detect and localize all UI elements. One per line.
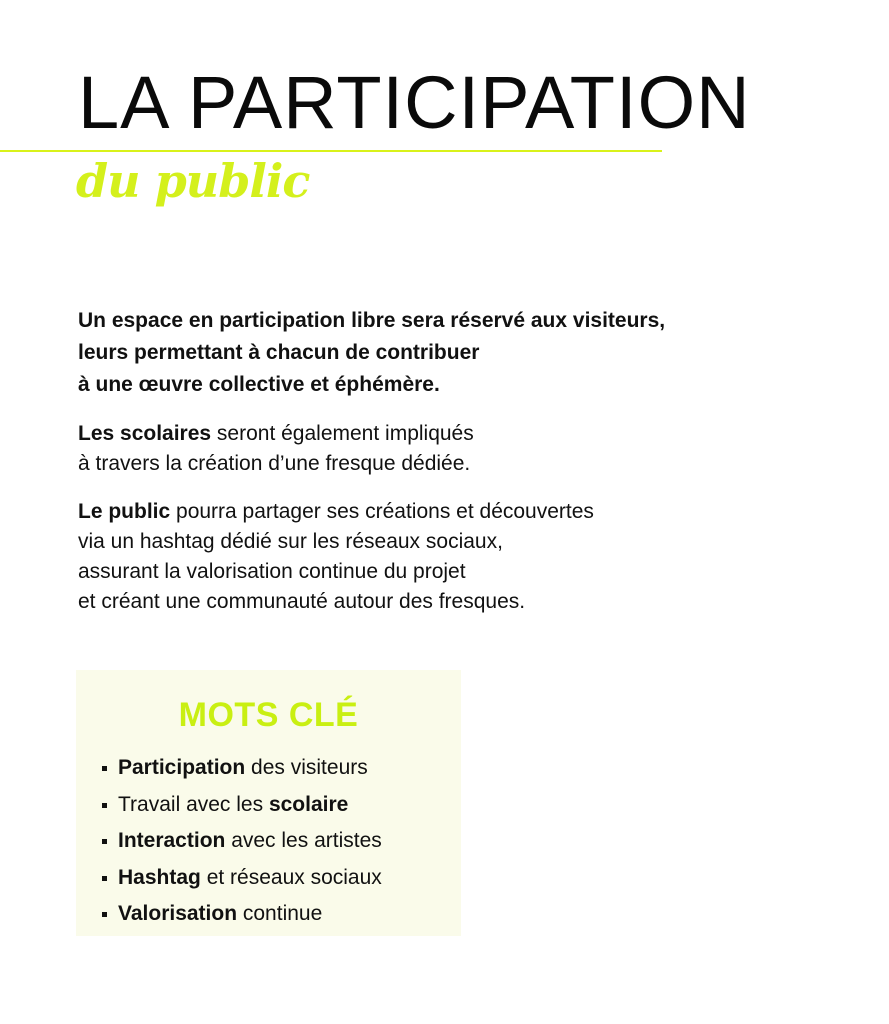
keyword-item [102,896,461,933]
keyword-bold: Hashtag [118,865,201,889]
keyword-text: Travail avec les [118,792,269,816]
keyword-text: continue [237,902,323,925]
public-paragraph [78,497,778,617]
paragraph-bold-lead: Les scolaires [78,422,212,445]
keyword-bold: scolaire [268,792,349,816]
keywords-title: MOTS CLÉ [178,696,359,734]
keywords-box [76,670,461,936]
page-subtitle: du public [76,154,310,208]
keyword-text: avec les artistes [225,829,382,852]
intro-paragraph [78,305,778,401]
keyword-text: et réseaux sociaux [200,865,382,889]
paragraph-bold-lead: Le public [78,500,171,523]
paragraph-text: seront également impliqués [211,422,474,445]
title-underline [0,150,662,152]
paragraph-line: assurant la valorisation continue du projet [78,560,466,583]
body-text [78,305,778,635]
intro-line: leurs permettant à chacun de contribuer [78,341,480,364]
keyword-item [102,860,461,897]
paragraph-line [78,419,778,449]
paragraph-line: et créant une communauté autour des fresques. [78,590,526,613]
paragraph-text: pourra partager ses créations et découvertes [170,500,594,523]
keyword-item [102,823,461,860]
paragraph-line [78,497,778,527]
intro-line: Un espace en participation libre sera réservé aux visiteurs, [78,309,666,332]
paragraph-line: via un hashtag dédié sur les réseaux sociaux, [78,530,503,553]
keywords-list [76,750,461,933]
page-title: LA PARTICIPATION [78,61,751,144]
keyword-item [102,787,461,824]
keyword-bold: Valorisation [118,902,238,925]
intro-line: à une œuvre collective et éphémère. [78,373,440,396]
scolaires-paragraph [78,419,778,479]
keyword-bold: Interaction [118,829,226,852]
keyword-text: des visiteurs [245,756,368,779]
keyword-bold: Participation [118,756,246,779]
keyword-item [102,750,461,787]
paragraph-line: à travers la création d’une fresque dédiée. [78,452,471,475]
